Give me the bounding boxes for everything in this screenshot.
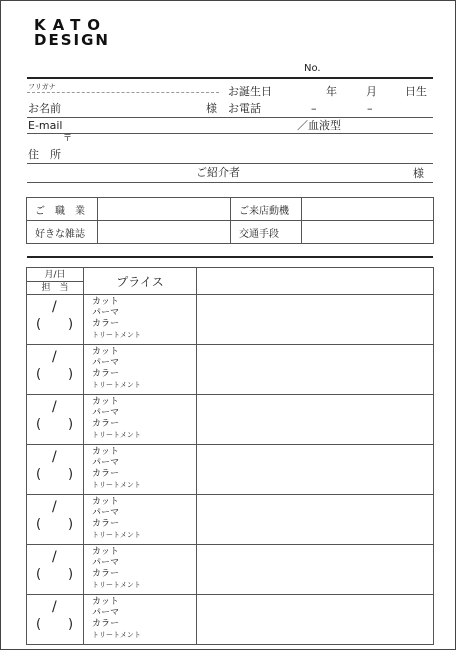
service-list-cell[interactable] bbox=[84, 495, 197, 545]
name-honorific: 様 bbox=[206, 102, 217, 115]
staff-close-paren: ) bbox=[68, 617, 74, 632]
magazine-field[interactable] bbox=[98, 221, 231, 244]
service-list-cell[interactable] bbox=[84, 295, 197, 345]
divider bbox=[27, 117, 433, 118]
address-label: 住 所 bbox=[28, 148, 61, 161]
service-perm: パーマ bbox=[92, 558, 120, 568]
date-staff-header bbox=[27, 268, 84, 295]
date-slash: / bbox=[52, 499, 57, 515]
phone-dash-2: – bbox=[367, 102, 373, 115]
blood-type-label: ／血液型 bbox=[297, 119, 341, 132]
service-treatment: トリートメント bbox=[92, 581, 141, 589]
phone-label: お電話 bbox=[228, 102, 261, 115]
referrer-label: ご紹介者 bbox=[196, 166, 240, 179]
notes-cell[interactable] bbox=[197, 595, 434, 645]
date-staff-cell[interactable] bbox=[27, 345, 84, 395]
service-color: カラー bbox=[92, 319, 120, 329]
divider bbox=[27, 256, 433, 258]
service-cut: カット bbox=[92, 497, 119, 507]
email-label: E-mail bbox=[28, 119, 63, 132]
notes-cell[interactable] bbox=[197, 395, 434, 445]
service-cut: カット bbox=[92, 597, 119, 607]
service-perm: パーマ bbox=[92, 458, 120, 468]
staff-open-paren: ( bbox=[36, 417, 42, 432]
service-perm: パーマ bbox=[92, 408, 120, 418]
table-row bbox=[27, 445, 434, 495]
service-list-cell[interactable] bbox=[84, 545, 197, 595]
table-row bbox=[27, 595, 434, 645]
table-row bbox=[27, 395, 434, 445]
transport-label: 交通手段 bbox=[231, 221, 302, 244]
date-staff-cell[interactable] bbox=[27, 545, 84, 595]
date-slash: / bbox=[52, 599, 57, 615]
phone-dash-1: – bbox=[311, 102, 317, 115]
staff-open-paren: ( bbox=[36, 317, 42, 332]
notes-cell[interactable] bbox=[197, 445, 434, 495]
service-list-cell[interactable] bbox=[84, 395, 197, 445]
furigana-line bbox=[27, 92, 219, 93]
service-perm: パーマ bbox=[92, 358, 120, 368]
service-color: カラー bbox=[92, 419, 120, 429]
price-header: プライス bbox=[84, 268, 197, 295]
staff-close-paren: ) bbox=[68, 517, 74, 532]
service-color: カラー bbox=[92, 569, 120, 579]
staff-open-paren: ( bbox=[36, 617, 42, 632]
year-label: 年 bbox=[326, 85, 337, 98]
birthday-label: お誕生日 bbox=[228, 85, 272, 98]
staff-close-paren: ) bbox=[68, 317, 74, 332]
job-label: ご 職 業 bbox=[27, 198, 98, 221]
service-list-cell[interactable] bbox=[84, 595, 197, 645]
service-perm: パーマ bbox=[92, 508, 120, 518]
service-color: カラー bbox=[92, 519, 120, 529]
date-slash: / bbox=[52, 449, 57, 465]
service-list-cell[interactable] bbox=[84, 345, 197, 395]
day-label: 日生 bbox=[405, 85, 427, 98]
service-cut: カット bbox=[92, 297, 119, 307]
divider bbox=[27, 133, 433, 134]
staff-open-paren: ( bbox=[36, 367, 42, 382]
service-treatment: トリートメント bbox=[92, 431, 141, 439]
transport-field[interactable] bbox=[302, 221, 434, 244]
date-header: 月/日 bbox=[44, 269, 66, 280]
service-cut: カット bbox=[92, 347, 119, 357]
service-treatment: トリートメント bbox=[92, 331, 141, 339]
notes-cell[interactable] bbox=[197, 345, 434, 395]
date-staff-cell[interactable] bbox=[27, 395, 84, 445]
service-treatment: トリートメント bbox=[92, 481, 141, 489]
date-staff-cell[interactable] bbox=[27, 595, 84, 645]
name-label: お名前 bbox=[28, 102, 61, 115]
staff-close-paren: ) bbox=[68, 467, 74, 482]
service-color: カラー bbox=[92, 619, 120, 629]
referrer-honorific: 様 bbox=[413, 167, 424, 180]
divider bbox=[27, 163, 433, 164]
service-cut: カット bbox=[92, 447, 119, 457]
service-perm: パーマ bbox=[92, 608, 120, 618]
notes-cell[interactable] bbox=[197, 495, 434, 545]
date-slash: / bbox=[52, 349, 57, 365]
service-treatment: トリートメント bbox=[92, 631, 141, 639]
table-row bbox=[27, 495, 434, 545]
service-treatment: トリートメント bbox=[92, 381, 141, 389]
date-slash: / bbox=[52, 399, 57, 415]
postal-mark: 〒 bbox=[63, 134, 73, 144]
logo: KATO DESIGN bbox=[34, 16, 110, 49]
notes-header bbox=[197, 268, 434, 295]
date-staff-cell[interactable] bbox=[27, 445, 84, 495]
info-grid bbox=[26, 197, 434, 244]
staff-open-paren: ( bbox=[36, 517, 42, 532]
number-label: No. bbox=[304, 63, 321, 74]
service-color: カラー bbox=[92, 469, 120, 479]
table-row bbox=[27, 545, 434, 595]
staff-close-paren: ) bbox=[68, 417, 74, 432]
job-field[interactable] bbox=[98, 198, 231, 221]
service-color: カラー bbox=[92, 369, 120, 379]
service-list-cell[interactable] bbox=[84, 445, 197, 495]
notes-cell[interactable] bbox=[197, 295, 434, 345]
date-staff-cell[interactable] bbox=[27, 295, 84, 345]
divider bbox=[27, 182, 433, 183]
visit-records-table bbox=[26, 267, 434, 645]
service-cut: カット bbox=[92, 397, 119, 407]
staff-open-paren: ( bbox=[36, 567, 42, 582]
magazine-label: 好きな雑誌 bbox=[27, 221, 98, 244]
service-cut: カット bbox=[92, 547, 119, 557]
staff-close-paren: ) bbox=[68, 367, 74, 382]
date-staff-cell[interactable] bbox=[27, 495, 84, 545]
visit-reason-field[interactable] bbox=[302, 198, 434, 221]
furigana-label: フリガナ bbox=[28, 83, 56, 91]
notes-cell[interactable] bbox=[197, 545, 434, 595]
table-row bbox=[27, 345, 434, 395]
staff-header: 担 当 bbox=[27, 281, 83, 294]
staff-open-paren: ( bbox=[36, 467, 42, 482]
date-slash: / bbox=[52, 549, 57, 565]
date-slash: / bbox=[52, 299, 57, 315]
table-row bbox=[27, 295, 434, 345]
visit-reason-label: ご来店動機 bbox=[231, 198, 302, 221]
divider bbox=[27, 77, 433, 79]
service-perm: パーマ bbox=[92, 308, 120, 318]
staff-close-paren: ) bbox=[68, 567, 74, 582]
service-treatment: トリートメント bbox=[92, 531, 141, 539]
month-label: 月 bbox=[366, 85, 377, 98]
